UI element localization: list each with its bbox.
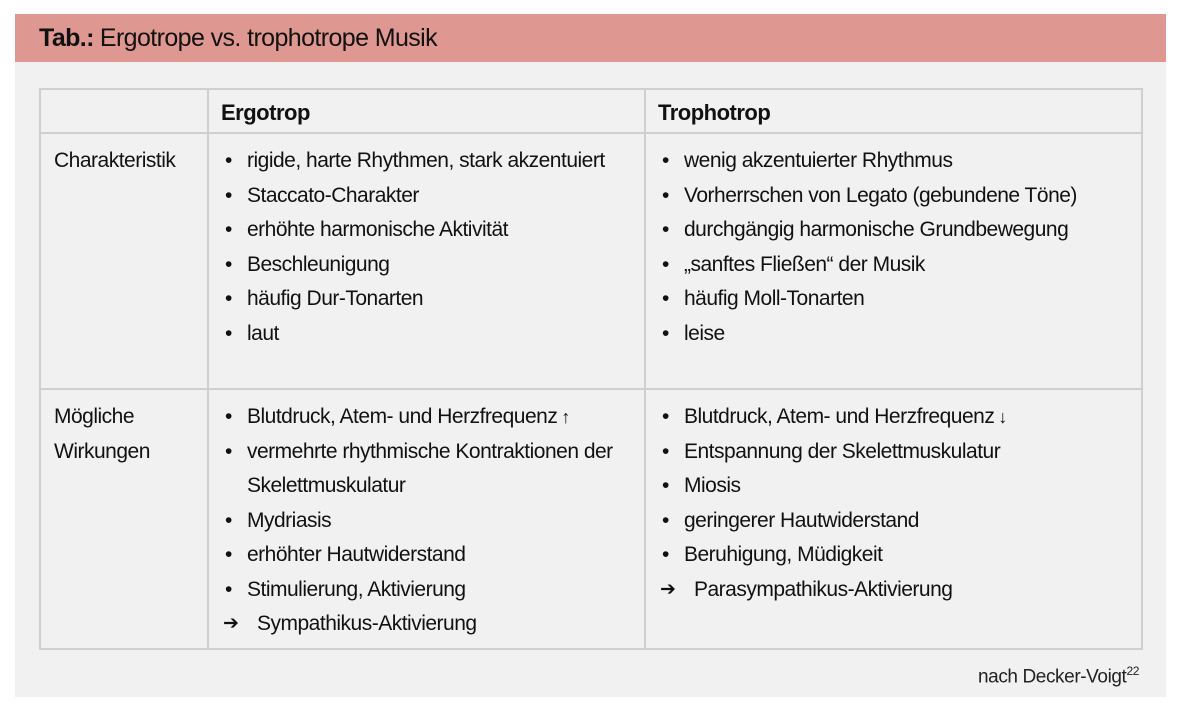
list-item: • durchgängig harmonische Grundbewegung — [658, 213, 1129, 248]
table-panel — [15, 14, 1166, 697]
list-item: • geringerer Hautwiderstand — [658, 504, 1129, 539]
cell-trophotrop-charakteristik — [645, 133, 1142, 389]
list-item: • wenig akzentuierter Rhythmus — [658, 144, 1129, 179]
list-item: • leise — [658, 317, 1129, 352]
row-label: Mögliche Wirkungen — [40, 389, 208, 649]
list-item: • Stimulierung, Aktivierung — [221, 573, 632, 608]
list-item: • rigide, harte Rhythmen, stark akzentuiert — [221, 144, 632, 179]
list-item: • vermehrte rhythmische Kontraktionen der Skelettmuskulatur — [221, 435, 632, 504]
table-row-charakteristik — [40, 133, 1142, 389]
cell-trophotrop-wirkungen — [645, 389, 1142, 649]
list-item: • Staccato-Charakter — [221, 179, 632, 214]
list-item: • „sanftes Fließen“ der Musik — [658, 248, 1129, 283]
list-item: • Mydriasis — [221, 504, 632, 539]
conclusion-item: ➔ Sympathikus-Aktivierung — [221, 607, 632, 642]
list-item: • Blutdruck, Atem- und Herzfrequenz ↓ — [658, 400, 1129, 435]
footnote-number: 22 — [1126, 664, 1139, 678]
row-label: Charakteristik — [40, 133, 208, 389]
source-credit: nach Decker-Voigt$^{22}$ — [977, 664, 1139, 688]
list-item: • häufig Dur-Tonarten — [221, 282, 632, 317]
list-item: • Entspannung der Skelettmuskulatur — [658, 435, 1129, 470]
arrow-up-icon: ↑ — [561, 407, 570, 427]
cell-ergotrop-wirkungen — [208, 389, 645, 649]
comparison-table — [39, 88, 1143, 650]
list-item: • häufig Moll-Tonarten — [658, 282, 1129, 317]
header-empty — [40, 89, 208, 133]
list-item: • Blutdruck, Atem- und Herzfrequenz ↑ — [221, 400, 632, 435]
cell-ergotrop-charakteristik — [208, 133, 645, 389]
list-item: • erhöhte harmonische Aktivität — [221, 213, 632, 248]
list-item: • Miosis — [658, 469, 1129, 504]
header-ergotrop: Ergotrop — [208, 89, 645, 133]
table-header-row — [40, 89, 1142, 133]
list-item: • Beschleunigung — [221, 248, 632, 283]
list-item: • laut — [221, 317, 632, 352]
conclusion-item: ➔ Parasympathikus-Aktivierung — [658, 573, 1129, 608]
header-trophotrop: Trophotrop — [645, 89, 1142, 133]
table-row-wirkungen — [40, 389, 1142, 649]
arrow-down-icon: ↓ — [998, 407, 1007, 427]
list-item: • Beruhigung, Müdigkeit — [658, 538, 1129, 573]
list-item: • erhöhter Hautwiderstand — [221, 538, 632, 573]
table-caption — [15, 14, 1166, 62]
caption-title: Ergotrope vs. trophotrope Musik — [99, 23, 438, 52]
list-item: • Vorherrschen von Legato (gebundene Töne) — [658, 179, 1129, 214]
arrow-right-icon: ➔ — [660, 578, 676, 600]
arrow-right-icon: ➔ — [223, 613, 239, 634]
caption-label: Tab.: — [39, 23, 94, 52]
